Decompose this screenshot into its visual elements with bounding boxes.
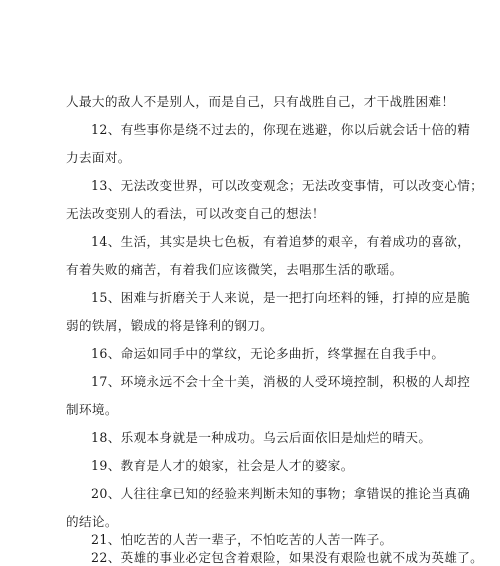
- text-line: 16、命运如同手中的掌纹，无论多曲折，终掌握在自我手中。: [91, 346, 445, 361]
- text-line: 19、教育是人才的娘家，社会是人才的婆家。: [91, 458, 354, 473]
- text-line: 14、生活，其实是块七色板，有着追梦的艰辛，有着成功的喜欲，: [91, 234, 471, 249]
- text-line: 18、乐观本身就是一种成功。乌云后面依旧是灿烂的晴天。: [91, 430, 432, 445]
- text-line: 的结论。: [66, 514, 118, 529]
- text-line: 20、人往往拿已知的经验来判断未知的事物；拿错误的推论当真确: [91, 486, 471, 501]
- text-line: 制环境。: [66, 402, 118, 417]
- text-line: 15、困难与折磨关于人来说，是一把打向坯料的锤，打掉的应是脆: [91, 290, 471, 305]
- text-line: 12、有些事你是绕不过去的，你现在逃避，你以后就会话十倍的精: [91, 122, 471, 137]
- text-line: 人最大的敌人不是别人，而是自己，只有战胜自己，才干战胜困难！: [66, 94, 455, 109]
- text-line: 弱的铁屑，锻成的将是锋利的钢刀。: [66, 318, 274, 333]
- text-line: 13、无法改变世界，可以改变观念；无法改变事情，可以改变心情；: [91, 178, 484, 193]
- text-line: 无法改变别人的看法，可以改变自己的想法！: [66, 206, 325, 221]
- text-line: 有着失败的痛苦，有着我们应该微笑，去唱那生活的歌瑶。: [66, 262, 403, 277]
- text-line: 17、环境永远不会十全十美，消极的人受环境控制，积极的人却控: [91, 374, 471, 389]
- text-line: 22、英雄的事业必定包含着艰险，如果没有艰险也就不成为英雄了。: [91, 550, 484, 565]
- text-line: 力去面对。: [66, 150, 131, 165]
- text-line: 21、怕吃苦的人苦一辈子，不怕吃苦的人苦一阵子。: [91, 532, 393, 547]
